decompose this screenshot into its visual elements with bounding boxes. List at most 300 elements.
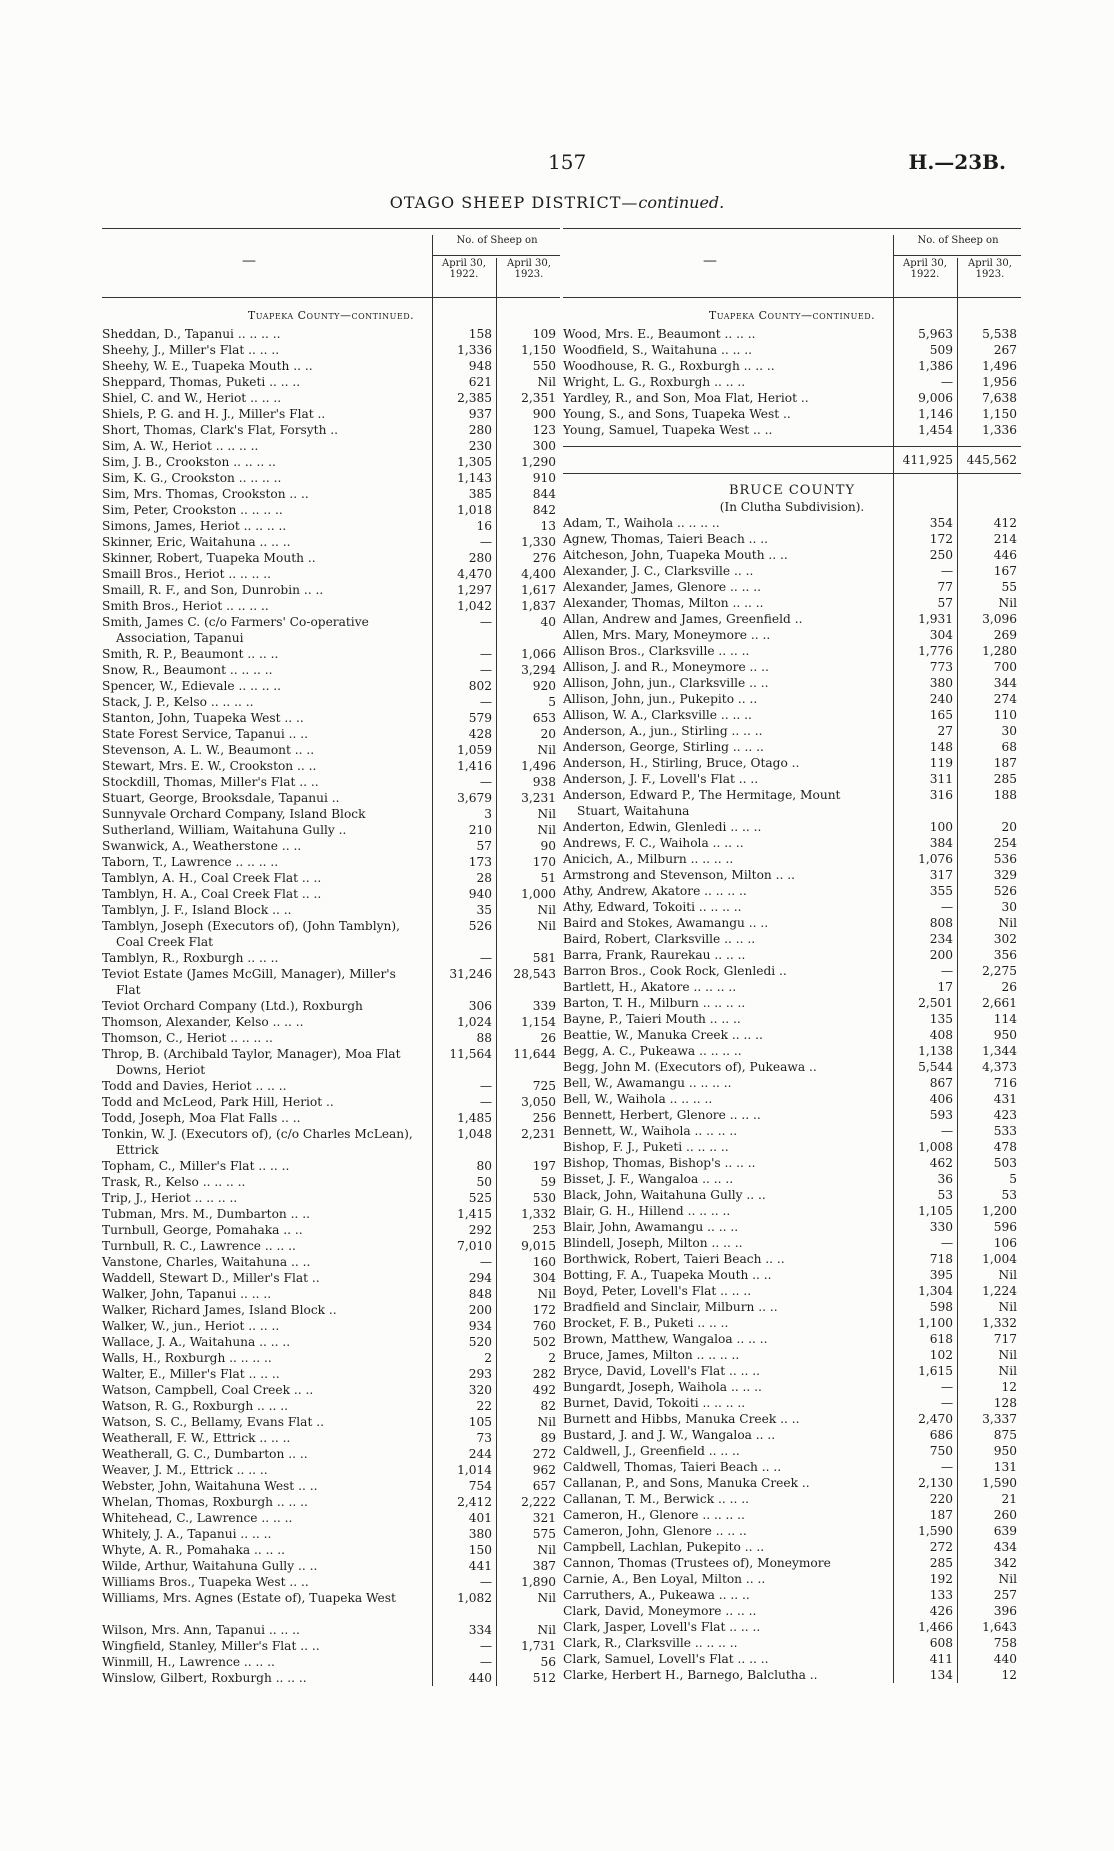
table-row — [102, 774, 560, 790]
sheep-1923: 1,332 — [982, 1316, 1017, 1330]
sheep-1923: 1,496 — [982, 359, 1017, 373]
sheep-1923: 910 — [532, 471, 556, 485]
sheep-1922: 380 — [468, 1527, 492, 1541]
owner-name: Baird, Robert, Clarksville .. .. .. — [563, 932, 756, 946]
sheep-1922: 395 — [929, 1268, 953, 1282]
owner-name: Weaver, J. M., Ettrick .. .. .. — [102, 1463, 268, 1477]
table-row — [563, 1091, 1021, 1107]
sheep-1922: 509 — [929, 343, 953, 357]
table-row — [563, 659, 1021, 675]
owner-name: Taborn, T., Lawrence .. .. .. .. — [102, 855, 279, 869]
sheep-1923: 254 — [993, 836, 1017, 850]
owner-name: Burnet, David, Tokoiti .. .. .. .. — [563, 1396, 746, 1410]
table-row — [563, 611, 1021, 627]
owner-name: Sheddan, D., Tapanui .. .. .. .. — [102, 327, 281, 341]
table-row — [102, 1318, 560, 1334]
section-heading-tuapeka: Tuapeka County—continued. — [708, 309, 876, 322]
sheep-1922: 294 — [468, 1271, 492, 1285]
sheep-1922: 1,018 — [457, 503, 492, 517]
owner-name: Trip, J., Heriot .. .. .. .. — [102, 1191, 238, 1205]
table-row — [102, 1654, 560, 1670]
sheep-1922: 401 — [468, 1511, 492, 1525]
owner-name: Walter, E., Miller's Flat .. .. .. — [102, 1367, 280, 1381]
sheep-1922: 5,963 — [918, 327, 953, 341]
owner-name: Blair, G. H., Hillend .. .. .. .. — [563, 1204, 731, 1218]
owner-name: Wood, Mrs. E., Beaumont .. .. .. — [563, 327, 756, 341]
owner-name: Wingfield, Stanley, Miller's Flat .. .. — [102, 1639, 320, 1653]
sheep-1922: 200 — [929, 948, 953, 962]
sheep-1923: 423 — [993, 1108, 1017, 1122]
sheep-1922: 1,304 — [918, 1284, 953, 1298]
sheep-1922: 187 — [929, 1508, 953, 1522]
owner-name: Allan, Andrew and James, Greenfield .. — [563, 612, 803, 626]
sheep-1922: 1,615 — [918, 1364, 953, 1378]
table-row — [102, 950, 560, 966]
sheep-1922: 50 — [476, 1175, 492, 1189]
sheep-1923: 2,275 — [982, 964, 1017, 978]
table-row — [102, 1526, 560, 1542]
owner-name: Bell, W., Waihola .. .. .. .. — [563, 1092, 713, 1106]
right-rows-tuapeka — [563, 326, 1021, 438]
table-row — [102, 1350, 560, 1366]
table-row — [563, 1331, 1021, 1347]
table-row — [563, 358, 1021, 374]
sheep-1922: 280 — [468, 551, 492, 565]
sheep-1922: 380 — [929, 676, 953, 690]
owner-name: Campbell, Lachlan, Pukepito .. .. — [563, 1540, 765, 1554]
tuapeka-total-row — [563, 446, 1021, 474]
sheep-1922: 4,470 — [457, 567, 492, 581]
table-row — [563, 1459, 1021, 1475]
owner-name: Anderson, Edward P., The Hermitage, Mount Stuart, Waitahuna — [563, 788, 841, 818]
table-row — [563, 1187, 1021, 1203]
sheep-1923: 30 — [1001, 900, 1017, 914]
april-1922-header: April 30, 1922. — [442, 258, 486, 280]
table-row — [563, 1075, 1021, 1091]
table-row — [563, 947, 1021, 963]
owner-name: Young, S., and Sons, Tuapeka West .. — [563, 407, 791, 421]
april-1922-header: April 30, 1922. — [903, 258, 947, 280]
sheep-1923: 304 — [532, 1271, 556, 1285]
sheep-1922: 7,010 — [457, 1239, 492, 1253]
table-row — [102, 1158, 560, 1174]
owner-name: Anderson, A., jun., Stirling .. .. .. — [563, 724, 763, 738]
table-row — [563, 867, 1021, 883]
sheep-1923: 1,590 — [982, 1476, 1017, 1490]
sheep-1922: 406 — [929, 1092, 953, 1106]
table-row — [102, 758, 560, 774]
sheep-1922: 150 — [468, 1543, 492, 1557]
sheep-1922: 1,014 — [457, 1463, 492, 1477]
sheep-1923: 26 — [1001, 980, 1017, 994]
right-table-header — [563, 228, 1021, 298]
owner-name: Smaill, R. F., and Son, Dunrobin .. .. — [102, 583, 324, 597]
sheep-1923: 20 — [1001, 820, 1017, 834]
sheep-1923: 114 — [993, 1012, 1017, 1026]
table-row — [102, 1478, 560, 1494]
sheep-1922: 88 — [476, 1031, 492, 1045]
table-row — [102, 326, 560, 342]
sheep-1923: 20 — [540, 727, 556, 741]
sheep-1923: 530 — [532, 1191, 556, 1205]
owner-name: Bradfield and Sinclair, Milburn .. .. — [563, 1300, 778, 1314]
owner-name: Callanan, T. M., Berwick .. .. .. — [563, 1492, 749, 1506]
sheep-1923: 653 — [532, 711, 556, 725]
sheep-1923: 1,731 — [521, 1639, 556, 1653]
owner-name: Bruce, James, Milton .. .. .. .. — [563, 1348, 740, 1362]
sheep-1923: Nil — [998, 1268, 1017, 1282]
table-row — [102, 1382, 560, 1398]
table-row — [102, 1462, 560, 1478]
table-row — [102, 966, 560, 998]
owner-name: Botting, F. A., Tuapeka Mouth .. .. — [563, 1268, 772, 1282]
table-row — [563, 1491, 1021, 1507]
table-row — [102, 1334, 560, 1350]
sheep-1922: 1,138 — [918, 1044, 953, 1058]
sheep-1922: 230 — [468, 439, 492, 453]
sheep-1923: 639 — [993, 1524, 1017, 1538]
sheep-1922: 750 — [929, 1444, 953, 1458]
table-row — [563, 931, 1021, 947]
sheep-1923: 550 — [532, 359, 556, 373]
sheep-1922: 77 — [937, 580, 953, 594]
owner-name: Boyd, Peter, Lovell's Flat .. .. .. — [563, 1284, 752, 1298]
sheep-1922: 102 — [929, 1348, 953, 1362]
owner-name: Topham, C., Miller's Flat .. .. .. — [102, 1159, 290, 1173]
sheep-1922: 526 — [468, 919, 492, 933]
owner-name: Baird and Stokes, Awamangu .. .. — [563, 916, 769, 930]
sheep-1922: — — [479, 535, 492, 549]
table-row — [563, 1059, 1021, 1075]
sheep-1923: 167 — [993, 564, 1017, 578]
table-row — [102, 1558, 560, 1574]
table-row — [563, 771, 1021, 787]
sheep-1923: 267 — [993, 343, 1017, 357]
sheep-1923: 725 — [532, 1079, 556, 1093]
owner-name: Bennett, W., Waihola .. .. .. .. — [563, 1124, 738, 1138]
sheep-1923: 123 — [532, 423, 556, 437]
table-row — [563, 1107, 1021, 1123]
owner-name: Whitehead, C., Lawrence .. .. .. — [102, 1511, 293, 1525]
sheep-1922: 320 — [468, 1383, 492, 1397]
owner-name: Caldwell, J., Greenfield .. .. .. — [563, 1444, 740, 1458]
owner-name: Sheehy, W. E., Tuapeka Mouth .. .. — [102, 359, 313, 373]
owner-name: Todd and McLeod, Park Hill, Heriot .. — [102, 1095, 334, 1109]
sheep-1922: 686 — [929, 1428, 953, 1442]
sheep-1923: 950 — [993, 1028, 1017, 1042]
sheep-1922: 1,297 — [457, 583, 492, 597]
sheep-1923: 581 — [532, 951, 556, 965]
sheep-1922: 2,385 — [457, 391, 492, 405]
sheep-1922: 1,386 — [918, 359, 953, 373]
sheep-1923: Nil — [998, 596, 1017, 610]
owner-name: Tamblyn, A. H., Coal Creek Flat .. .. — [102, 871, 322, 885]
sheep-1923: 274 — [993, 692, 1017, 706]
section-subheading-clutha: (In Clutha Subdivision). — [719, 500, 865, 514]
owner-name: Stewart, Mrs. E. W., Crookston .. .. — [102, 759, 317, 773]
sheep-1923: 396 — [993, 1604, 1017, 1618]
page-number: 157 — [548, 150, 587, 174]
table-row — [102, 886, 560, 902]
sheep-1922: 240 — [929, 692, 953, 706]
table-row — [563, 1267, 1021, 1283]
sheep-1923: 950 — [993, 1444, 1017, 1458]
sheep-1923: 285 — [993, 772, 1017, 786]
table-row — [102, 1430, 560, 1446]
owner-name: Bayne, P., Taieri Mouth .. .. .. — [563, 1012, 741, 1026]
sheep-1923: 3,337 — [982, 1412, 1017, 1426]
table-row — [563, 835, 1021, 851]
owner-name: Blair, John, Awamangu .. .. .. — [563, 1220, 739, 1234]
owner-name: Aitcheson, John, Tuapeka Mouth .. .. — [563, 548, 788, 562]
sheep-1922: 408 — [929, 1028, 953, 1042]
table-row — [102, 1542, 560, 1558]
owner-name: Beattie, W., Manuka Creek .. .. .. — [563, 1028, 763, 1042]
sheep-1922: 272 — [929, 1540, 953, 1554]
table-row — [563, 1219, 1021, 1235]
owner-name: Bisset, J. F., Wangaloa .. .. .. — [563, 1172, 734, 1186]
sheep-1923: 170 — [532, 855, 556, 869]
total-1923: 445,562 — [966, 453, 1017, 467]
sheep-1922: 754 — [468, 1479, 492, 1493]
table-row — [102, 902, 560, 918]
sheep-1923: 842 — [532, 503, 556, 517]
sheep-1922: 35 — [476, 903, 492, 917]
owner-name: Watson, R. G., Roxburgh .. .. .. — [102, 1399, 289, 1413]
sheep-1923: 502 — [532, 1335, 556, 1349]
sheep-1923: 920 — [532, 679, 556, 693]
sheep-1922: 608 — [929, 1636, 953, 1650]
table-row — [563, 1043, 1021, 1059]
sheep-1923: 1,344 — [982, 1044, 1017, 1058]
owner-name: Yardley, R., and Son, Moa Flat, Heriot .. — [563, 391, 809, 405]
sheep-1922: — — [940, 1236, 953, 1250]
sheep-1922: 1,143 — [457, 471, 492, 485]
table-row — [102, 678, 560, 694]
sheep-1923: 30 — [1001, 724, 1017, 738]
sheep-1922: 1,305 — [457, 455, 492, 469]
table-row — [102, 1286, 560, 1302]
document-reference: H.—23B. — [908, 150, 1006, 174]
owner-name: Young, Samuel, Tuapeka West .. .. — [563, 423, 773, 437]
sheep-1922: 330 — [929, 1220, 953, 1234]
owner-name: Allison, John, jun., Clarksville .. .. — [563, 676, 769, 690]
owner-name: Agnew, Thomas, Taieri Beach .. .. — [563, 532, 769, 546]
table-row — [563, 1347, 1021, 1363]
owner-name: Sheppard, Thomas, Puketi .. .. .. — [102, 375, 301, 389]
table-row — [563, 1619, 1021, 1635]
sheep-1923: 214 — [993, 532, 1017, 546]
sheep-1922: — — [479, 775, 492, 789]
sheep-1923: 446 — [993, 548, 1017, 562]
table-row — [102, 454, 560, 470]
table-row — [563, 1251, 1021, 1267]
table-row — [102, 1190, 560, 1206]
sheep-1922: 1,336 — [457, 343, 492, 357]
table-row — [563, 563, 1021, 579]
sheep-1923: 1,336 — [982, 423, 1017, 437]
table-row — [563, 627, 1021, 643]
table-row — [563, 1363, 1021, 1379]
owner-name: Short, Thomas, Clark's Flat, Forsyth .. — [102, 423, 339, 437]
sheep-1923: 3,096 — [982, 612, 1017, 626]
sheep-1923: Nil — [537, 823, 556, 837]
owner-name: Waddell, Stewart D., Miller's Flat .. — [102, 1271, 320, 1285]
page-title — [0, 193, 1114, 212]
sheep-1923: 260 — [993, 1508, 1017, 1522]
owner-name: Sunnyvale Orchard Company, Island Block — [102, 807, 366, 821]
sheep-1923: Nil — [537, 743, 556, 757]
sheep-1922: — — [940, 1124, 953, 1138]
sheep-1922: 292 — [468, 1223, 492, 1237]
sheep-1923: Nil — [537, 919, 556, 933]
owner-name: Bishop, F. J., Puketi .. .. .. .. — [563, 1140, 729, 1154]
sheep-1923: 716 — [993, 1076, 1017, 1090]
table-row — [563, 1379, 1021, 1395]
sheep-1922: 334 — [468, 1623, 492, 1637]
owner-name: Turnbull, R. C., Lawrence .. .. .. — [102, 1239, 296, 1253]
owner-name: Stack, J. P., Kelso .. .. .. .. — [102, 695, 254, 709]
owner-name: Walker, John, Tapanui .. .. .. — [102, 1287, 272, 1301]
owner-name: Williams, Mrs. Agnes (Estate of), Tuapeka West — [102, 1591, 396, 1605]
sheep-1923: 344 — [993, 676, 1017, 690]
sheep-1922: 306 — [468, 999, 492, 1013]
owner-name: Borthwick, Robert, Taieri Beach .. .. — [563, 1252, 785, 1266]
owner-name: Wilson, Mrs. Ann, Tapanui .. .. .. — [102, 1623, 300, 1637]
sheep-1922: 210 — [468, 823, 492, 837]
sheep-1922: 2,130 — [918, 1476, 953, 1490]
table-row — [102, 1174, 560, 1190]
table-row — [102, 486, 560, 502]
sheep-1922: 192 — [929, 1572, 953, 1586]
owner-name: Clark, David, Moneymore .. .. .. — [563, 1604, 757, 1618]
owner-name: Skinner, Robert, Tuapeka Mouth .. — [102, 551, 316, 565]
table-row — [563, 342, 1021, 358]
left-table-header — [102, 228, 560, 298]
owner-name: Allen, Mrs. Mary, Moneymore .. .. — [563, 628, 771, 642]
sheep-1922: — — [479, 951, 492, 965]
owner-name: Tamblyn, Joseph (Executors of), (John Tamblyn), Coal Creek Flat — [102, 919, 400, 949]
sheep-1923: 1,330 — [521, 535, 556, 549]
sheep-1923: 300 — [532, 439, 556, 453]
owner-name: Skinner, Eric, Waitahuna .. .. .. — [102, 535, 291, 549]
owner-name: Anderson, J. F., Lovell's Flat .. .. — [563, 772, 759, 786]
table-row — [102, 1302, 560, 1318]
sheep-1922: 355 — [929, 884, 953, 898]
sheep-1923: 329 — [993, 868, 1017, 882]
owner-name: Winmill, H., Lawrence .. .. .. — [102, 1655, 275, 1669]
table-row — [563, 326, 1021, 342]
sheep-1922: 1,048 — [457, 1127, 492, 1141]
sheep-1922: 1,415 — [457, 1207, 492, 1221]
sheep-1922: 11,564 — [449, 1047, 492, 1061]
table-row — [563, 595, 1021, 611]
table-row — [102, 998, 560, 1014]
owner-name: Tamblyn, H. A., Coal Creek Flat .. .. — [102, 887, 322, 901]
table-row — [563, 1011, 1021, 1027]
table-row — [563, 1283, 1021, 1299]
sheep-1923: 533 — [993, 1124, 1017, 1138]
sheep-1923: 4,400 — [521, 567, 556, 581]
table-row — [563, 1235, 1021, 1251]
sheep-1923: 1,617 — [521, 583, 556, 597]
table-row — [102, 1670, 560, 1686]
table-row — [563, 1315, 1021, 1331]
table-row — [102, 1254, 560, 1270]
table-row — [563, 1027, 1021, 1043]
table-row — [563, 1203, 1021, 1219]
table-row — [563, 1603, 1021, 1619]
sheep-1923: 160 — [532, 1255, 556, 1269]
sheep-1923: 2,231 — [521, 1127, 556, 1141]
sheep-1923: 110 — [993, 708, 1017, 722]
sheep-1923: 1,154 — [521, 1015, 556, 1029]
sheep-1923: Nil — [537, 375, 556, 389]
owner-name: Weatherall, F. W., Ettrick .. .. .. — [102, 1431, 291, 1445]
owner-name: Shiel, C. and W., Heriot .. .. .. — [102, 391, 282, 405]
sheep-1922: 1,776 — [918, 644, 953, 658]
sheep-1923: 1,066 — [521, 647, 556, 661]
table-row — [563, 1155, 1021, 1171]
table-row — [563, 675, 1021, 691]
owner-name: Tubman, Mrs. M., Dumbarton .. .. — [102, 1207, 311, 1221]
owner-name: Alexander, James, Glenore .. .. .. — [563, 580, 762, 594]
table-row — [563, 1539, 1021, 1555]
table-row — [102, 1270, 560, 1286]
owner-name: Whyte, A. R., Pomahaka .. .. .. — [102, 1543, 285, 1557]
owner-name: Armstrong and Stevenson, Milton .. .. — [563, 868, 796, 882]
owner-name: Bungardt, Joseph, Waihola .. .. .. — [563, 1380, 762, 1394]
sheep-1922: 27 — [937, 724, 953, 738]
sheep-1922: 940 — [468, 887, 492, 901]
owner-name: Turnbull, George, Pomahaka .. .. — [102, 1223, 303, 1237]
sheep-1923: 700 — [993, 660, 1017, 674]
sheep-1923: 68 — [1001, 740, 1017, 754]
sheep-1922: 317 — [929, 868, 953, 882]
owner-name: Sim, A. W., Heriot .. .. .. .. — [102, 439, 259, 453]
owner-name: Simons, James, Heriot .. .. .. .. — [102, 519, 287, 533]
sheep-1923: 40 — [540, 615, 556, 629]
owner-name: Teviot Orchard Company (Ltd.), Roxburgh — [102, 999, 363, 1013]
table-row — [102, 470, 560, 486]
sheep-1923: 536 — [993, 852, 1017, 866]
owner-name: Stevenson, A. L. W., Beaumont .. .. — [102, 743, 315, 757]
sheep-1922: 148 — [929, 740, 953, 754]
sheep-1923: 1,290 — [521, 455, 556, 469]
table-row — [102, 1206, 560, 1222]
sheep-1922: 1,082 — [457, 1591, 492, 1605]
sheep-1923: 7,638 — [982, 391, 1017, 405]
table-row — [563, 899, 1021, 915]
owner-name: Smith, James C. (c/o Farmers' Co-operative Association, Tapanui — [102, 615, 369, 645]
sheep-1922: 718 — [929, 1252, 953, 1266]
sheep-1923: 492 — [532, 1383, 556, 1397]
sheep-1923: 1,200 — [982, 1204, 1017, 1218]
table-row — [102, 790, 560, 806]
april-1923-header: April 30, 1923. — [957, 258, 1022, 298]
sheep-1922: 426 — [929, 1604, 953, 1618]
sheep-1923: 5 — [1009, 1172, 1017, 1186]
table-row — [102, 582, 560, 598]
table-row — [102, 614, 560, 646]
owner-name: Williams Bros., Tuapeka West .. .. — [102, 1575, 309, 1589]
sheep-1922: 520 — [468, 1335, 492, 1349]
sheep-1922: — — [940, 964, 953, 978]
owner-name: Allison, J. and R., Moneymore .. .. — [563, 660, 769, 674]
owner-name: Barton, T. H., Milburn .. .. .. .. — [563, 996, 746, 1010]
table-row — [102, 1094, 560, 1110]
sheep-1922: 808 — [929, 916, 953, 930]
